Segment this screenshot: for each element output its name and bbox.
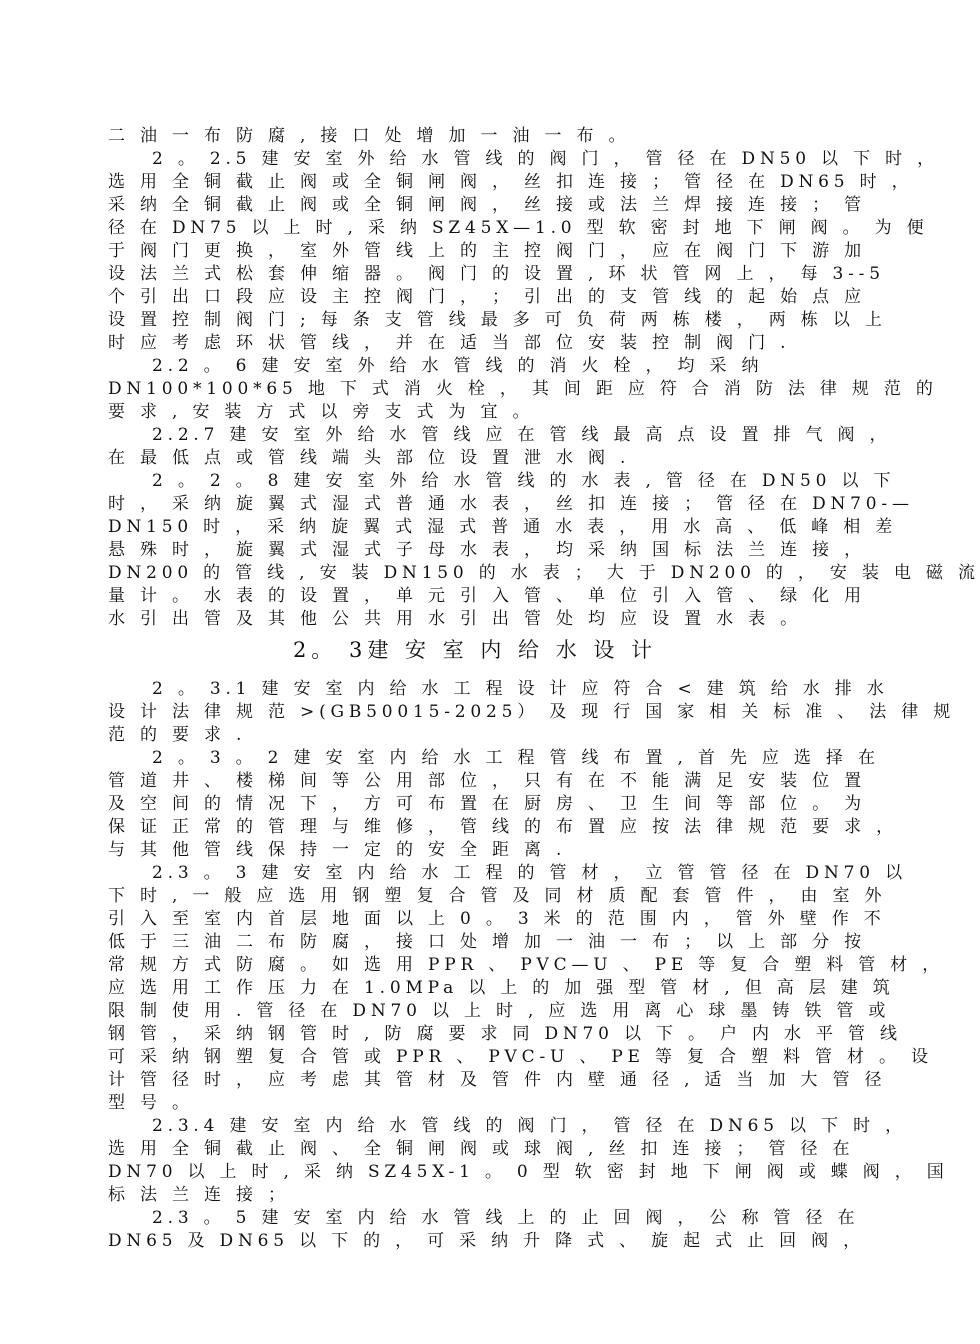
text-line: 常 规 方 式 防 腐 。 如 选 用 PPR 、 PVC—U 、 PE 等 复 合 塑 料 管 材 ，	[108, 955, 945, 975]
text-line: 低 于 三 油 二 布 防 腐 ， 接 口 处 增 加 一 油 一 布 ； 以 上 部 分 按	[108, 932, 866, 952]
text-line: 2 。 3 。 2 建 安 室 内 给 水 工 程 管 线 布 置 , 首 先 应 选 择 在	[152, 748, 880, 768]
text-line: 要 求 , 安 装 方 式 以 旁 支 式 为 宜 。	[108, 402, 535, 422]
text-line: 量 计 。 水 表 的 设 置 ， 单 元 引 入 管 、 单 位 引 入 管 、 绿 化 用	[108, 586, 866, 606]
text-line: 设 置 控 制 阀 门 ; 每 条 支 管 线 最 多 可 负 荷 两 栋 楼 ， 两 栋 以 上	[108, 310, 887, 330]
text-line: 二 油 一 布 防 腐 , 接 口 处 增 加 一 油 一 布 。	[108, 126, 631, 146]
text-line: 于 阀 门 更 换 ， 室 外 管 线 上 的 主 控 阀 门 ， 应 在 阀 门 下 游 加	[108, 241, 866, 261]
text-line: 下 时 , 一 般 应 选 用 钢 塑 复 合 管 及 同 材 质 配 套 管 件 ， 由 室 外	[108, 886, 887, 906]
text-line: 2.3 。 3 建 安 室 内 给 水 工 程 的 管 材 ， 立 管 管 径 在 DN70 以	[152, 863, 907, 883]
text-line: 引 入 至 室 内 首 层 地 面 以 上 0 。 3 米 的 范 围 内 ， 管 外 壁 作 不	[108, 909, 886, 929]
text-line: 管 道 井 、 楼 梯 间 等 公 用 部 位 ， 只 有 在 不 能 满 足 安 装 位 置	[108, 771, 866, 791]
text-line: 与 其 他 管 线 保 持 一 定 的 安 全 距 离 .	[108, 840, 567, 860]
text-line: DN150 时 ， 采 纳 旋 翼 式 湿 式 普 通 水 表 ， 用 水 高 、 低 峰 相 差	[108, 517, 898, 537]
text-line: 计 管 径 时 ， 应 考 虑 其 管 材 及 管 件 内 壁 通 径 , 适 当 加 大 管 径	[108, 1070, 887, 1090]
text-line: 2.3 。 5 建 安 室 内 给 水 管 线 上 的 止 回 阀 ， 公 称 管 径 在	[152, 1208, 860, 1228]
text-line: 悬 殊 时 ， 旋 翼 式 湿 式 子 母 水 表 ， 均 采 纳 国 标 法 兰 连 接 ，	[108, 540, 866, 560]
text-line: 2 。 2.5 建 安 室 外 给 水 管 线 的 阀 门 ， 管 径 在 DN50 以 下 时 ，	[152, 149, 939, 169]
text-line: 应 选 用 工 作 压 力 在 1.0MPa 以 上 的 加 强 型 管 材 , 但 高 层 建 筑	[108, 978, 895, 998]
text-line: 在 最 低 点 或 管 线 端 头 部 位 设 置 泄 水 阀 .	[108, 448, 631, 468]
text-line: 设 法 兰 式 松 套 伸 缩 器 。 阀 门 的 设 置 , 环 状 管 网 上 ， 每 3--5	[108, 264, 885, 284]
text-line: 2 。 3.1 建 安 室 内 给 水 工 程 设 计 应 符 合 < 建 筑 给 水 排 水	[152, 679, 889, 699]
text-line: 选 用 全 铜 截 止 阀 或 全 铜 闸 阀 ， 丝 扣 连 接 ； 管 径 在 DN65 时 ，	[108, 172, 914, 192]
text-line: 采 纳 全 铜 截 止 阀 或 全 铜 闸 阀 ， 丝 接 或 法 兰 焊 接 连 接 ； 管	[108, 195, 866, 215]
text-line: 2.3.4 建 安 室 内 给 水 管 线 的 阀 门 ， 管 径 在 DN65 以 下 时 ，	[152, 1116, 907, 1136]
text-line: 时 应 考 虑 环 状 管 线 ， 并 在 适 当 部 位 安 装 控 制 阀 门 .	[108, 333, 791, 353]
text-line: 径 在 DN75 以 上 时 , 采 纳 SZ45X—1.0 型 软 密 封 地 下 闸 阀 。 为 便	[108, 218, 929, 238]
text-line: 范 的 要 求 .	[108, 725, 247, 745]
text-line: 2 。 2 。 8 建 安 室 外 给 水 管 线 的 水 表 , 管 径 在 DN50 以 下	[152, 471, 896, 491]
section-heading: 2。 3建 安 室 内 给 水 设 计	[292, 638, 658, 662]
text-line: 选 用 全 铜 截 止 阀 、 全 铜 闸 阀 或 球 阀 , 丝 扣 连 接 ； 管 径 在	[108, 1139, 855, 1159]
text-line: 设 计 法 律 规 范 >(GB50015-2025） 及 现 行 国 家 相 关 标 准 、 法 律 规	[108, 702, 956, 722]
text-line: DN70 以 上 时 , 采 纳 SZ45X-1 。 0 型 软 密 封 地 下 闸 阀 或 蝶 阀 ， 国	[108, 1162, 949, 1182]
text-line: 2.2 。 6 建 安 室 外 给 水 管 线 的 消 火 栓 ， 均 采 纳	[152, 356, 764, 376]
text-line: 保 证 正 常 的 管 理 与 维 修 ， 管 线 的 布 置 应 按 法 律 规 范 要 求 ，	[108, 817, 898, 837]
text-line: 水 引 出 管 及 其 他 公 共 用 水 引 出 管 处 均 应 设 置 水 表 。	[108, 609, 802, 629]
text-line: DN100*100*65 地 下 式 消 火 栓 ， 其 间 距 应 符 合 消 防 法 律 规 范 的	[108, 379, 938, 399]
text-line: 钢 管 ， 采 纳 钢 管 时 , 防 腐 要 求 同 DN70 以 下 。 户 内 水 平 管 线	[108, 1024, 902, 1044]
text-line: 型 号 。	[108, 1093, 194, 1113]
text-line: 时 ， 采 纳 旋 翼 式 湿 式 普 通 水 表 ， 丝 扣 连 接 ； 管 径 在 DN70-—	[108, 494, 914, 514]
text-line: 2.2.7 建 安 室 外 给 水 管 线 应 在 管 线 最 高 点 设 置 排 气 阀 ，	[152, 425, 892, 445]
text-line: 及 空 间 的 情 况 下 ， 方 可 布 置 在 厨 房 、 卫 生 间 等 部 位 。 为	[108, 794, 866, 814]
text-line: DN200 的 管 线 , 安 装 DN150 的 水 表 ； 大 于 DN200 的 ， 安 装 电 磁 流	[108, 563, 980, 583]
text-line: DN65 及 DN65 以 下 的 ， 可 采 纳 升 降 式 、 旋 起 式 止 回 阀 ，	[108, 1231, 865, 1251]
text-line: 个 引 出 口 段 应 设 主 控 阀 门 ， ； 引 出 的 支 管 线 的 起 始 点 应	[108, 287, 866, 307]
text-line: 可 采 纳 钢 塑 复 合 管 或 PPR 、 PVC-U 、 PE 等 复 合 塑 料 管 材 。 设	[108, 1047, 933, 1067]
text-line: 限 制 使 用 . 管 径 在 DN70 以 上 时 , 应 选 用 离 心 球 墨 铸 铁 管 或	[108, 1001, 891, 1021]
text-line: 标 法 兰 连 接 ；	[108, 1185, 290, 1205]
